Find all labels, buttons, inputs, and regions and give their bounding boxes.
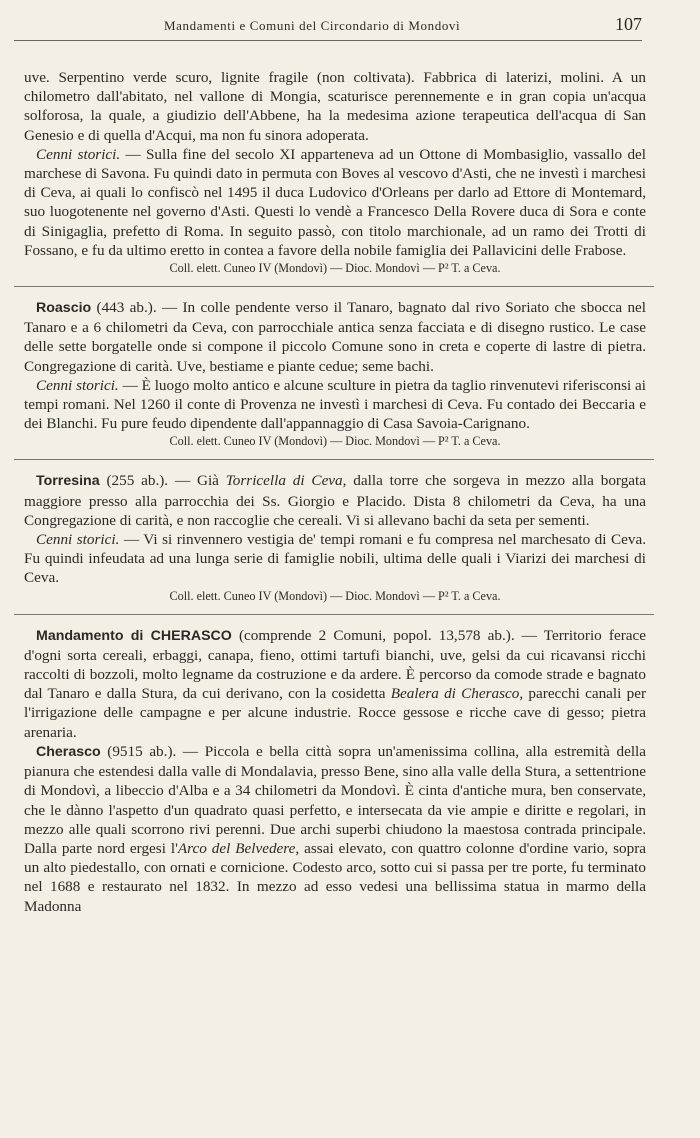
bealera-name: Bealera di Cherasco bbox=[390, 685, 520, 703]
mandamento-label: Mandamento di CHERASCO bbox=[36, 627, 232, 644]
cenni-label: Cenni storici. bbox=[36, 531, 120, 549]
entry-text: (comprende 2 Comuni, popol. 13,578 ab.). — Territorio ferace d'ogni sorta cereali, erbaggi, canapa, fieno, ottimi tartufi bianchi, uve, gelsi da cui ricavansi ricchi raccolti di bozzoli, molto legname da costruzione e da ardere. È percorso da comode strade e bagnato dal Tanaro e dalla Stura, da cui derivano, con la cosidetta bbox=[24, 626, 646, 703]
paragraph-roascio bbox=[24, 298, 646, 376]
paragraph-cenni-storici bbox=[24, 530, 646, 588]
page-body bbox=[24, 68, 646, 916]
electoral-footer: Coll. elett. Cuneo IV (Mondovì) — Dioc. Mondovì — P² T. a Ceva. bbox=[169, 588, 501, 603]
electoral-footer: Coll. elett. Cuneo IV (Mondovì) — Dioc. Mondovì — P² T. a Ceva. bbox=[169, 434, 501, 449]
entry-population: (9515 ab.). bbox=[100, 742, 177, 760]
entry-text: — Già bbox=[168, 472, 226, 490]
cenni-label: Cenni storici. bbox=[36, 145, 121, 163]
entry-name: Cherasco bbox=[36, 743, 101, 760]
paragraph-mandamento bbox=[24, 626, 646, 742]
entry-text: — In colle pendente verso il Tanaro, bagnato dal rivo Soriato che sbocca nel Tanaro e a 6 chilometri da Ceva, con parrocchiale antica senza facciata e di disegno rustico. Le case delle sette borgatelle onde si compone il piccolo Comune sono in creta e coperte di lastre di pietra. Congregazione di carità. Uve, bestiame e piante cedue; seme bachi. bbox=[24, 299, 647, 375]
page-header bbox=[14, 12, 642, 41]
entry-text: , assai elevato, con quattro colonne d'ordine vario, sopra un alto piedestallo, con ornati e cornicione. Codesto arco, sotto cui si passa per tre porte, fu terminato nel 1688 e restaurato nel 1832. In mezzo ad esso vedesi una bellissima statua in marmo della Madonna bbox=[24, 839, 646, 915]
cenni-text: — Sulla fine del secolo XI apparteneva ad un Ottone di Mombasiglio, vassallo del marchese di Savona. Fu quindi dato in permuta con Boves al vescovo d'Asti, che ne investì i marchesi di Ceva, ai quali lo confiscò nel 1495 il duca Ludovico d'Orleans per darlo ad Ettore di Montemard, suo luogotenente nel governo d'Asti. Questi lo vendè a Francesco Della Rovere duca di Sora e conte di Sinigaglia, prefetto di Roma. In seguito passò, con titolo marchionale, ad un ramo dei Trotti di Fossano, e fu da ultimo eretto in contea a favore della nobile famiglia dei Pallavicini delle Frabose. bbox=[24, 145, 646, 259]
cenni-text: — È luogo molto antico e alcune sculture in pietra da taglio rinvenutevi riferisconsi ai tempi romani. Nel 1260 il conte di Provenza ne investì i marchesi di Ceva. Fu contado dei Beccaria e dei Blanchi. Fu pure feudo dipendente dall'appannaggio di Casa Savoia-Carignano. bbox=[24, 376, 647, 433]
alternate-name: Torricella di Ceva bbox=[225, 472, 343, 490]
entry-name: Roascio bbox=[36, 300, 92, 317]
entry-name: Torresina bbox=[36, 473, 100, 490]
paragraph-torresina bbox=[24, 471, 646, 530]
arco-name: Arco del Belvedere bbox=[177, 839, 296, 857]
entry-text: — Piccola e bella città sopra un'amenissima collina, alla estremità della pianura che estendesi dalla valle di Mondalavia, presso Bene, sino alla valle della Stura, a settentrione di Mondovì, a libeccio d'Alba e a 34 chilometri da Mondovì. È cinta d'antiche mura, ben conservate, che le dànno l'aspetto d'un quadrato quasi perfetto, e intersecata da vie ampie e diritte e regolari, in mezzo alle quali scorrono rivi perenni. Due archi superbi chiudono la maestosa contrada principale. Dalla parte nord ergesi l' bbox=[24, 742, 646, 857]
paragraph-cherasco bbox=[24, 742, 646, 916]
electoral-footer: Coll. elett. Cuneo IV (Mondovì) — Dioc. Mondovì — P² T. a Ceva. bbox=[169, 261, 501, 276]
paragraph-cenni-storici bbox=[24, 376, 646, 434]
section-divider bbox=[14, 286, 654, 287]
paragraph-continuation: uve. Serpentino verde scuro, lignite fragile (non coltivata). Fabbrica di laterizi, molini. A un chilometro dall'abitato, nel vallone di Mongia, scaturisce perennemente e in gran copia un'acqua solforosa, la quale, a giudizio dell'Abbene, ha la medesima azione terapeutica dell'acqua di San Genesio e di quella d'Acqui, ma non fu sinora adoperata. bbox=[24, 69, 646, 144]
entry-text: , parecchi canali per l'irrigazione delle campagne e per alcune industrie. Rocce gessose e ricche cave di gesso; pietra arenaria. bbox=[24, 685, 646, 741]
entry-text: , dalla torre che sorgeva in mezzo alla borgata maggiore presso alla parrocchia dei Ss. Giorgio e Placido. Dista 8 chilometri da Ceva, ha una Congregazione di carità, e non raccoglie che cereali. Vi si allevano bachi da seta per sementi. bbox=[24, 472, 646, 529]
paragraph-cenni-storici bbox=[24, 145, 646, 260]
cenni-text: — Vi si rinvennero vestigia de' tempi romani e fu compresa nel marchesato di Ceva. Fu quindi infeudata ad una lunga serie di famiglie nobili, ultima delle quali i Viarizi dei marchesi di Ceva. bbox=[24, 531, 647, 587]
entry-population: (255 ab.). bbox=[99, 472, 169, 490]
entry-population: (443 ab.). bbox=[91, 299, 157, 317]
running-title: Mandamenti e Comuni del Circondario di Mondovì bbox=[164, 18, 461, 33]
page-number: 107 bbox=[615, 14, 642, 34]
cenni-label: Cenni storici. bbox=[36, 376, 119, 394]
section-divider bbox=[14, 459, 654, 460]
section-divider bbox=[14, 614, 654, 615]
